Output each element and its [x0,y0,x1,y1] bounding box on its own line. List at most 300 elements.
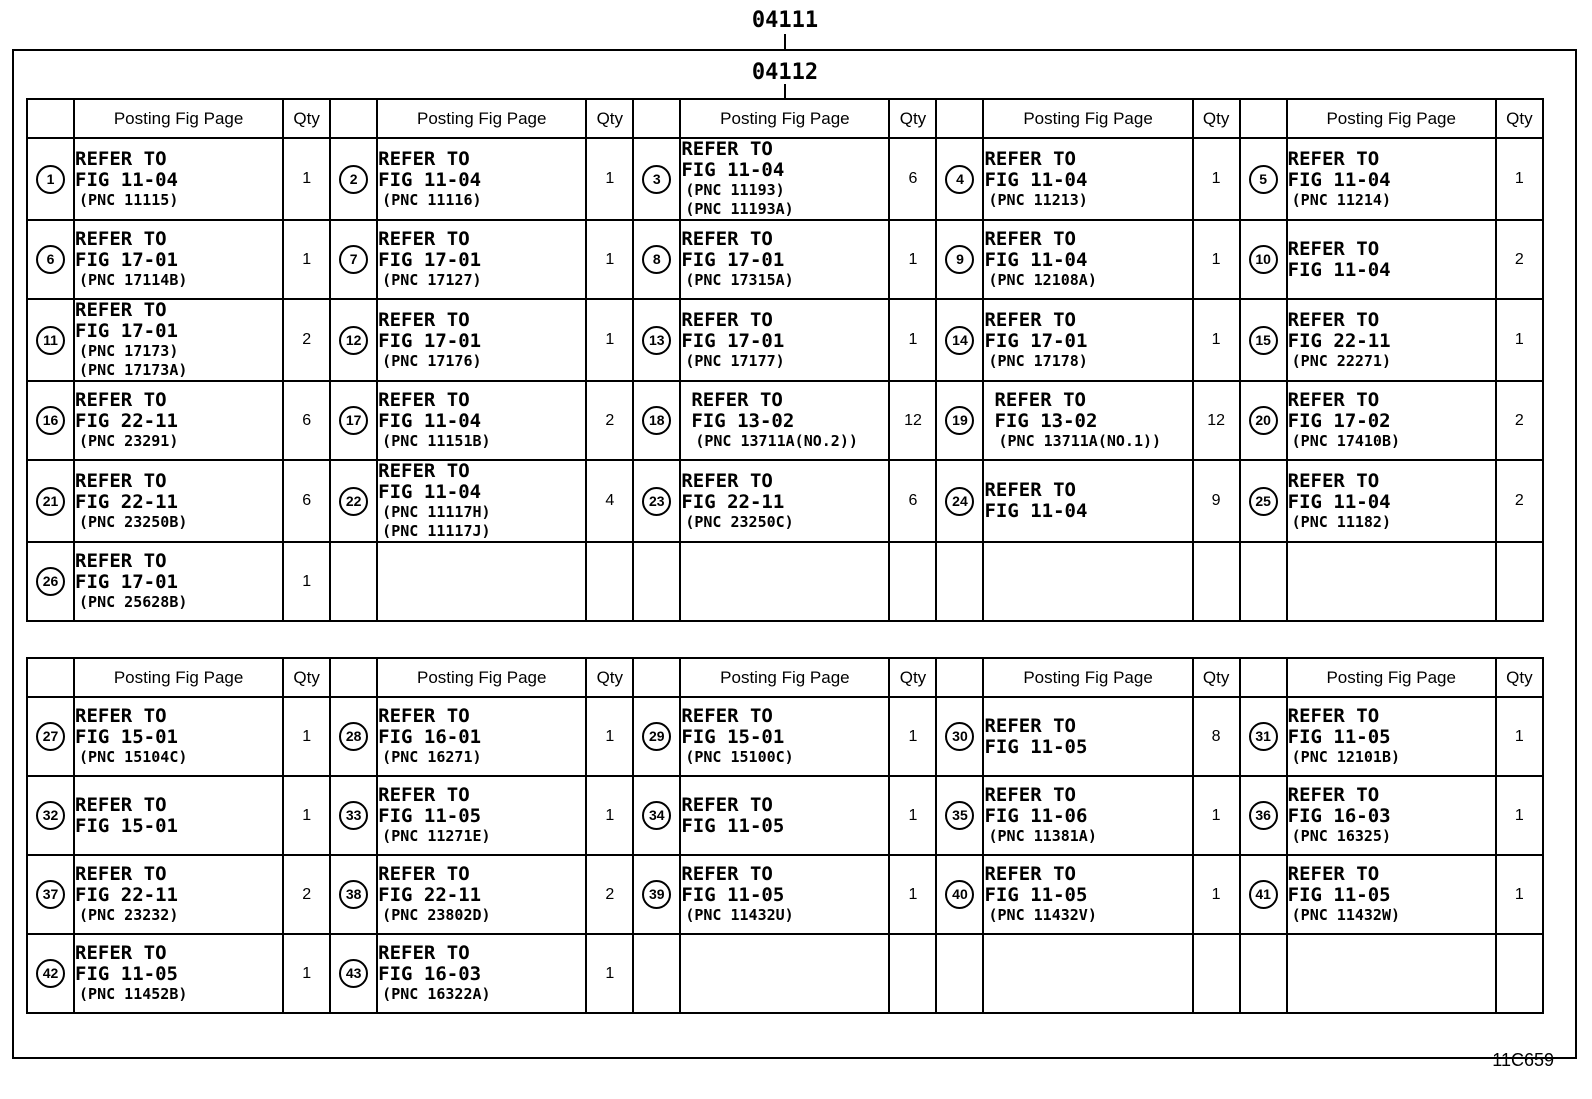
qty-cell: 1 [1496,138,1543,220]
qty-cell: 1 [283,138,330,220]
posting-cell [680,697,889,776]
pnc-number: (PNC 17178) [988,351,1088,370]
callout-number: 15 [1249,326,1278,355]
pnc-number: (PNC 11214) [1291,190,1391,209]
pnc-number: (PNC 13711A(NO.2)) [695,432,858,450]
posting-cell [680,460,889,542]
pnc-number: (PNC 23250B) [79,512,188,531]
table-header-row [27,658,1543,697]
refer-text: REFER TO [75,863,167,885]
qty-cell: 1 [586,220,633,299]
header-posting: Posting Fig Page [680,658,889,697]
connector-line-top [784,34,786,49]
table-row [27,381,1543,460]
qty-cell: 8 [1193,697,1240,776]
posting-cell [1287,220,1496,299]
index-cell [936,697,983,776]
assembly-code-top: 04111 [751,8,819,33]
header-qty: Qty [283,99,330,138]
index-cell [633,220,680,299]
header-qty: Qty [889,99,936,138]
posting-cell [680,138,889,220]
header-qty: Qty [586,658,633,697]
qty-cell: 2 [283,299,330,381]
index-cell [633,697,680,776]
callout-number: 9 [945,245,974,274]
pnc-number: (PNC 16322A) [382,985,491,1003]
fig-reference: FIG 17-01 [75,320,178,342]
callout-number: 12 [339,326,368,355]
qty-cell: 1 [889,299,936,381]
refer-text: REFER TO [378,389,470,411]
index-cell [633,381,680,460]
callout-number: 21 [36,487,65,516]
posting-cell [983,220,1192,299]
posting-cell [377,855,586,934]
index-cell [936,138,983,220]
callout-number: 3 [642,165,671,194]
refer-text: REFER TO [681,793,773,816]
pnc-number: (PNC 11193) [685,181,785,199]
fig-reference: FIG 17-02 [1287,410,1391,432]
qty-cell: 2 [586,381,633,460]
pnc-number: (PNC 25628B) [79,593,188,611]
table-row [27,138,1543,220]
qty-cell: 1 [889,220,936,299]
assembly-code-inner: 04112 [751,60,819,85]
diagram-id: 11C659 [1492,1050,1554,1070]
qty-cell: 1 [1193,855,1240,934]
qty-cell: 1 [889,776,936,855]
index-cell [27,697,74,776]
refer-text: REFER TO [681,705,773,727]
header-index-cell [633,658,680,697]
table-row [27,220,1543,299]
refer-text: REFER TO [378,863,470,885]
pnc-number: (PNC 12108A) [988,271,1097,289]
fig-reference: FIG 11-04 [1287,258,1391,281]
callout-number: 5 [1249,165,1278,194]
qty-cell: 6 [283,381,330,460]
fig-reference: FIG 15-01 [681,726,785,748]
table-header-row [27,99,1543,138]
index-cell [330,460,377,542]
table-row [27,542,1543,621]
header-qty: Qty [1193,99,1240,138]
posting-cell [1287,138,1496,220]
refer-text: REFER TO [681,228,773,250]
index-cell [330,934,377,1013]
refer-text: REFER TO [984,784,1076,806]
qty-cell: 1 [586,138,633,220]
header-index-cell [27,99,74,138]
qty-cell: 2 [283,855,330,934]
qty-cell: 1 [283,220,330,299]
posting-cell [74,934,283,1013]
fig-reference: FIG 16-03 [1287,805,1391,827]
refer-text: REFER TO [378,942,470,964]
posting-cell [74,776,283,855]
refer-text: REFER TO [984,479,1076,501]
pnc-number: (PNC 11182) [1291,512,1391,531]
posting-cell [983,776,1192,855]
refer-text: REFER TO [681,469,773,492]
fig-reference: FIG 11-05 [984,884,1088,906]
pnc-number: (PNC 11432V) [988,906,1097,924]
qty-cell: 1 [1496,855,1543,934]
pnc-number: (PNC 15100C) [685,748,794,766]
callout-number: 23 [642,487,671,516]
callout-number: 37 [36,880,65,909]
pnc-number: (PNC 17127) [382,271,482,289]
index-cell [1240,220,1287,299]
table-row [27,697,1543,776]
refer-text: REFER TO [984,147,1076,170]
pnc-number: (PNC 11151B) [382,432,491,450]
refer-text: REFER TO [75,469,167,492]
index-cell [936,299,983,381]
header-index-cell [633,99,680,138]
callout-number: 19 [945,406,974,435]
callout-number: 25 [1249,487,1278,516]
pnc-number: (PNC 17173A) [79,361,188,379]
posting-cell [377,381,586,460]
qty-cell: 1 [1193,776,1240,855]
callout-number: 28 [339,722,368,751]
posting-cell [74,220,283,299]
index-cell [633,138,680,220]
index-cell [936,776,983,855]
posting-cell [74,542,283,621]
qty-cell: 1 [1496,299,1543,381]
index-cell [27,299,74,381]
posting-cell [1287,460,1496,542]
qty-cell [1496,934,1543,1013]
callout-number: 41 [1249,880,1278,909]
parts-table-1 [26,98,1544,622]
refer-text: REFER TO [984,308,1076,331]
callout-number: 1 [36,165,65,194]
posting-cell [1287,542,1496,621]
qty-cell: 1 [1193,138,1240,220]
index-cell [330,220,377,299]
callout-number: 10 [1249,245,1278,274]
callout-number: 42 [36,959,65,988]
index-cell [633,934,680,1013]
fig-reference: FIG 17-01 [681,249,785,271]
fig-reference: FIG 15-01 [75,814,178,837]
qty-cell [889,934,936,1013]
pnc-number: (PNC 17410B) [1291,432,1401,450]
pnc-number: (PNC 17114B) [79,271,188,289]
index-cell [1240,855,1287,934]
fig-reference: FIG 11-04 [984,249,1088,271]
refer-text: REFER TO [984,228,1076,250]
refer-text: REFER TO [681,138,773,160]
pnc-number: (PNC 23291) [79,432,179,450]
qty-cell [1193,542,1240,621]
index-cell [330,542,377,621]
table-row [27,855,1543,934]
qty-cell [1496,542,1543,621]
posting-cell [377,138,586,220]
posting-cell [680,299,889,381]
callout-number: 4 [945,165,974,194]
fig-reference: FIG 17-01 [378,249,482,271]
posting-cell [983,381,1192,460]
qty-cell: 1 [283,542,330,621]
qty-cell: 1 [1496,697,1543,776]
refer-text: REFER TO [1287,308,1380,331]
callout-number: 34 [642,801,671,830]
fig-reference: FIG 17-01 [984,329,1088,352]
callout-number: 43 [339,959,368,988]
posting-cell [377,934,586,1013]
pnc-number: (PNC 11116) [382,190,482,209]
posting-cell [1287,776,1496,855]
posting-cell [377,299,586,381]
posting-cell [74,138,283,220]
posting-cell [74,381,283,460]
fig-reference: FIG 11-05 [378,805,482,827]
index-cell [27,220,74,299]
fig-reference: FIG 22-11 [378,884,482,906]
fig-reference: FIG 22-11 [75,884,178,906]
index-cell [936,460,983,542]
index-cell [27,934,74,1013]
qty-cell: 1 [889,697,936,776]
header-qty: Qty [586,99,633,138]
index-cell [936,220,983,299]
refer-text: REFER TO [75,147,167,170]
index-cell [27,460,74,542]
header-qty: Qty [889,658,936,697]
pnc-number: (PNC 11452B) [79,985,188,1003]
fig-reference: FIG 11-04 [378,481,482,503]
posting-cell [680,776,889,855]
posting-cell [983,460,1192,542]
header-posting: Posting Fig Page [377,658,586,697]
posting-cell [1287,855,1496,934]
table-row [27,776,1543,855]
qty-cell: 2 [1496,460,1543,542]
qty-cell: 1 [1496,776,1543,855]
qty-cell: 1 [889,855,936,934]
refer-text: REFER TO [378,147,470,170]
callout-number: 24 [945,487,974,516]
pnc-number: (PNC 11117H) [382,503,491,521]
index-cell [633,299,680,381]
index-cell [633,855,680,934]
pnc-number: (PNC 23802D) [382,906,491,924]
fig-reference: FIG 13-02 [994,410,1098,432]
refer-text: REFER TO [75,793,167,816]
pnc-number: (PNC 17315A) [685,271,794,289]
refer-text: REFER TO [75,550,167,572]
index-cell [27,776,74,855]
index-cell [27,542,74,621]
pnc-number: (PNC 17176) [382,351,482,370]
index-cell [936,855,983,934]
pnc-number: (PNC 11432W) [1291,906,1401,924]
qty-cell: 2 [1496,220,1543,299]
posting-cell [74,460,283,542]
fig-reference: FIG 22-11 [1287,329,1391,352]
posting-cell [680,542,889,621]
pnc-number: (PNC 11213) [988,190,1088,209]
index-cell [330,138,377,220]
table-row [27,460,1543,542]
callout-number: 18 [642,406,671,435]
header-index-cell [330,658,377,697]
refer-text: REFER TO [378,228,470,250]
callout-number: 30 [945,722,974,751]
index-cell [1240,381,1287,460]
posting-cell [1287,299,1496,381]
callout-number: 38 [339,880,368,909]
callout-number: 8 [642,245,671,274]
posting-cell [983,934,1192,1013]
fig-reference: FIG 22-11 [75,490,178,513]
header-index-cell [1240,99,1287,138]
qty-cell: 1 [1193,299,1240,381]
pnc-number: (PNC 11193A) [685,200,794,218]
refer-text: REFER TO [378,460,470,482]
header-qty: Qty [1496,658,1543,697]
pnc-number: (PNC 11432U) [685,906,794,924]
qty-cell: 6 [283,460,330,542]
posting-cell [74,697,283,776]
qty-cell: 4 [586,460,633,542]
fig-reference: FIG 22-11 [681,490,785,513]
posting-cell [680,934,889,1013]
fig-reference: FIG 11-04 [378,410,482,432]
posting-cell [1287,381,1496,460]
fig-reference: FIG 11-04 [1287,490,1391,513]
refer-text: REFER TO [75,705,167,727]
refer-text: REFER TO [75,942,167,964]
posting-cell [983,855,1192,934]
header-posting: Posting Fig Page [1287,658,1496,697]
index-cell [330,855,377,934]
fig-reference: FIG 13-02 [691,410,795,432]
fig-reference: FIG 15-01 [75,726,178,748]
index-cell [936,934,983,1013]
refer-text: REFER TO [994,389,1086,411]
refer-text: REFER TO [378,308,470,331]
pnc-number: (PNC 16271) [382,748,482,766]
refer-text: REFER TO [75,299,167,321]
posting-cell [1287,697,1496,776]
callout-number: 11 [36,326,65,355]
index-cell [936,542,983,621]
callout-number: 26 [36,567,65,596]
callout-number: 27 [36,722,65,751]
pnc-number: (PNC 23232) [79,906,179,924]
pnc-number: (PNC 17173) [79,342,179,360]
header-qty: Qty [283,658,330,697]
pnc-number: (PNC 11115) [79,190,179,209]
header-posting: Posting Fig Page [377,99,586,138]
fig-reference: FIG 11-05 [75,963,178,985]
index-cell [1240,460,1287,542]
table-row [27,299,1543,381]
refer-text: REFER TO [1287,863,1380,885]
qty-cell: 12 [889,381,936,460]
qty-cell: 1 [283,934,330,1013]
qty-cell: 2 [586,855,633,934]
qty-cell: 9 [1193,460,1240,542]
posting-cell [983,697,1192,776]
fig-reference: FIG 11-04 [984,500,1088,522]
callout-number: 2 [339,165,368,194]
index-cell [330,299,377,381]
header-posting: Posting Fig Page [680,99,889,138]
pnc-number: (PNC 13711A(NO.1)) [998,432,1162,450]
fig-reference: FIG 17-01 [681,329,785,352]
posting-cell [680,220,889,299]
qty-cell: 1 [586,934,633,1013]
callout-number: 13 [642,326,671,355]
qty-cell [889,542,936,621]
index-cell [1240,776,1287,855]
fig-reference: FIG 11-05 [984,735,1088,758]
posting-cell [680,381,889,460]
connector-line-inner [784,84,786,99]
header-index-cell [27,658,74,697]
fig-reference: FIG 16-01 [378,726,482,748]
fig-reference: FIG 11-04 [378,168,482,191]
posting-cell [377,220,586,299]
callout-number: 22 [339,487,368,516]
fig-reference: FIG 11-05 [681,884,785,906]
pnc-number: (PNC 12101B) [1291,748,1401,766]
refer-text: REFER TO [1287,469,1380,492]
fig-reference: FIG 11-05 [1287,884,1391,906]
posting-cell [377,542,586,621]
pnc-number: (PNC 11381A) [988,827,1097,845]
posting-cell [74,855,283,934]
index-cell [27,855,74,934]
qty-cell: 1 [283,776,330,855]
fig-reference: FIG 11-06 [984,805,1088,827]
header-posting: Posting Fig Page [983,658,1192,697]
fig-reference: FIG 11-04 [1287,168,1391,191]
index-cell [936,381,983,460]
refer-text: REFER TO [1287,237,1380,260]
refer-text: REFER TO [681,308,773,331]
refer-text: REFER TO [1287,705,1380,727]
fig-reference: FIG 11-05 [1287,726,1391,748]
fig-reference: FIG 17-01 [75,249,178,271]
qty-cell: 6 [889,460,936,542]
header-qty: Qty [1496,99,1543,138]
fig-reference: FIG 11-04 [75,168,178,191]
callout-number: 33 [339,801,368,830]
pnc-number: (PNC 11117J) [382,522,491,540]
qty-cell: 12 [1193,381,1240,460]
pnc-number: (PNC 22271) [1291,351,1391,370]
qty-cell: 1 [586,776,633,855]
index-cell [1240,934,1287,1013]
posting-cell [1287,934,1496,1013]
posting-cell [74,299,283,381]
qty-cell: 1 [586,697,633,776]
refer-text: REFER TO [984,863,1076,885]
callout-number: 39 [642,880,671,909]
pnc-number: (PNC 17177) [685,351,785,370]
index-cell [1240,299,1287,381]
